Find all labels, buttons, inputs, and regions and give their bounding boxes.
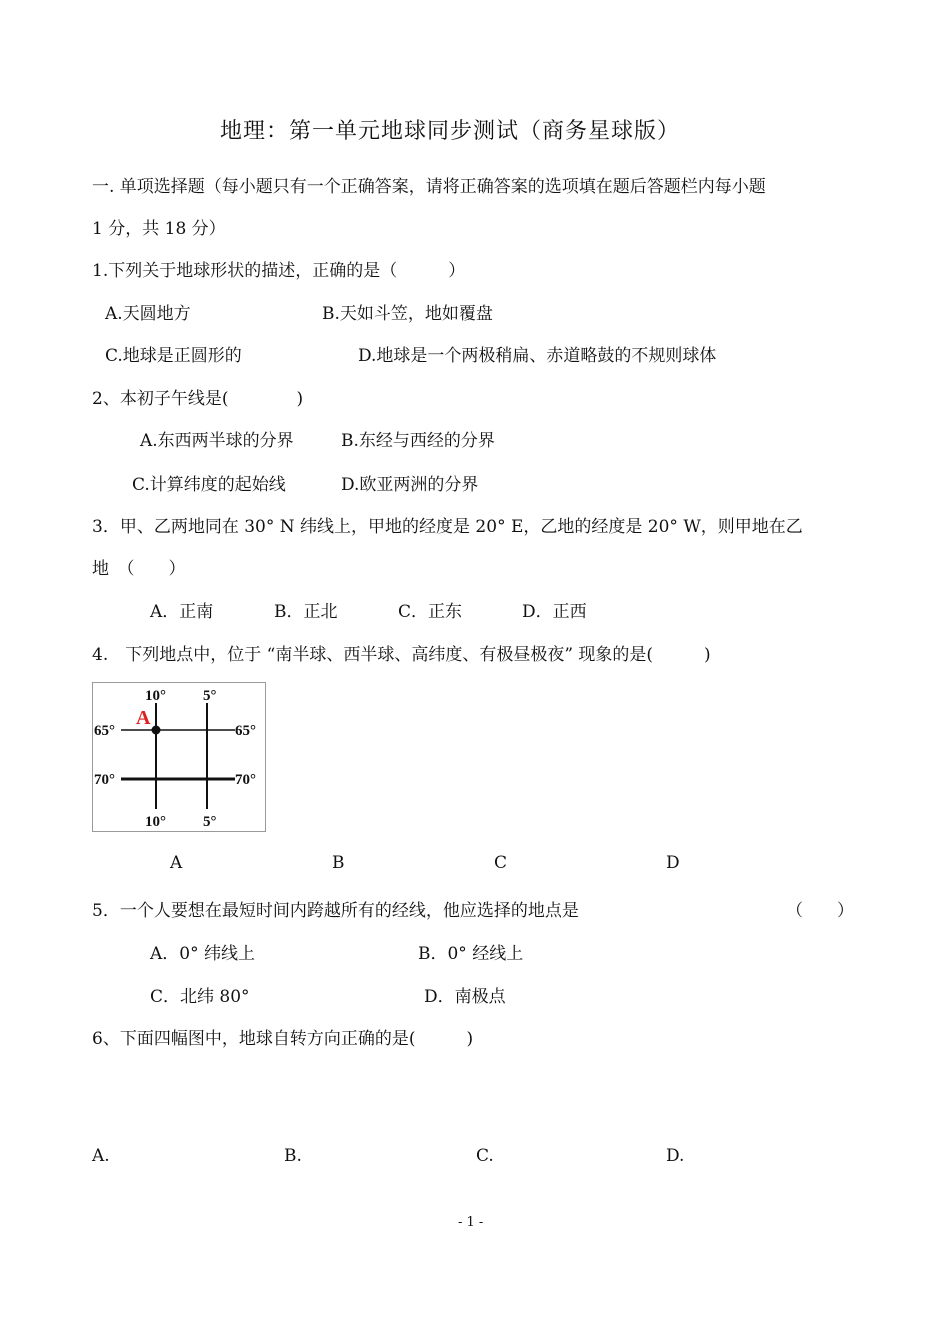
label-lat1-left: 65° — [94, 723, 115, 739]
question-1-option-c: C.地球是正圆形的 — [105, 346, 242, 366]
lat-long-grid-figure — [92, 682, 266, 832]
question-5-option-b: B．0° 经线上 — [418, 944, 524, 964]
question-1-option-b: B.天如斗笠，地如覆盘 — [322, 304, 493, 324]
question-6-option-b: B. — [284, 1146, 302, 1166]
question-2-stem: 2、本初子午线是( ) — [92, 389, 304, 409]
question-4-stem: 4. 下列地点中，位于 “南半球、西半球、高纬度、有极昼极夜” 现象的是( ) — [92, 645, 711, 665]
question-3-option-d: D．正西 — [522, 602, 587, 622]
question-6-option-c: C. — [476, 1146, 494, 1166]
section-heading-line1: 一. 单项选择题（每小题只有一个正确答案，请将正确答案的选项填在题后答题栏内每小题 — [92, 177, 766, 197]
label-lat2-left: 70° — [94, 772, 115, 788]
page-title: 地理：第一单元地球同步测试（商务星球版） — [220, 119, 681, 144]
question-1-stem: 1.下列关于地球形状的描述，正确的是（ ） — [92, 261, 466, 281]
question-4-option-b: B — [332, 853, 345, 873]
question-3-option-b: B．正北 — [274, 602, 338, 622]
question-1-option-a: A.天圆地方 — [105, 304, 191, 324]
question-5-option-c: C．北纬 80° — [150, 987, 250, 1007]
page-number: - 1 - — [458, 1215, 484, 1230]
label-top-left: 10° — [145, 688, 166, 704]
question-3-stem-line2: 地 （ ） — [92, 559, 186, 579]
label-bottom-left: 10° — [145, 814, 166, 830]
label-lat2-right: 70° — [235, 772, 256, 788]
label-top-right: 5° — [203, 688, 217, 704]
question-6-option-d: D. — [666, 1146, 685, 1166]
label-point-a: A — [136, 707, 151, 729]
question-3-option-a: A．正南 — [150, 602, 214, 622]
label-bottom-right: 5° — [203, 814, 217, 830]
question-5-answer-blank: （ ） — [786, 901, 854, 921]
question-3-option-c: C．正东 — [398, 602, 463, 622]
question-5-stem: 5．一个人要想在最短时间内跨越所有的经线，他应选择的地点是 — [92, 901, 579, 921]
question-2-option-a: A.东西两半球的分界 — [140, 431, 294, 451]
question-2-option-d: D.欧亚两洲的分界 — [341, 475, 479, 495]
question-4-option-c: C — [494, 853, 508, 873]
question-5-option-d: D．南极点 — [424, 987, 506, 1007]
label-lat1-right: 65° — [235, 723, 256, 739]
question-3-stem-line1: 3．甲、乙两地同在 30° N 纬线上，甲地的经度是 20° E，乙地的经度是 20° W，则甲地在乙 — [92, 517, 803, 537]
question-5-option-a: A．0° 纬线上 — [150, 944, 255, 964]
question-6-stem: 6、下面四幅图中，地球自转方向正确的是( ) — [92, 1029, 474, 1049]
section-heading-line2: 1 分，共 18 分） — [92, 219, 226, 239]
point-a-dot — [152, 726, 161, 735]
question-2-option-c: C.计算纬度的起始线 — [132, 475, 286, 495]
question-4-option-d: D — [666, 853, 680, 873]
question-2-option-b: B.东经与西经的分界 — [341, 431, 495, 451]
question-6-option-a: A. — [92, 1146, 110, 1166]
question-4-option-a: A — [170, 853, 183, 873]
question-1-option-d: D.地球是一个两极稍扁、赤道略鼓的不规则球体 — [358, 346, 717, 366]
